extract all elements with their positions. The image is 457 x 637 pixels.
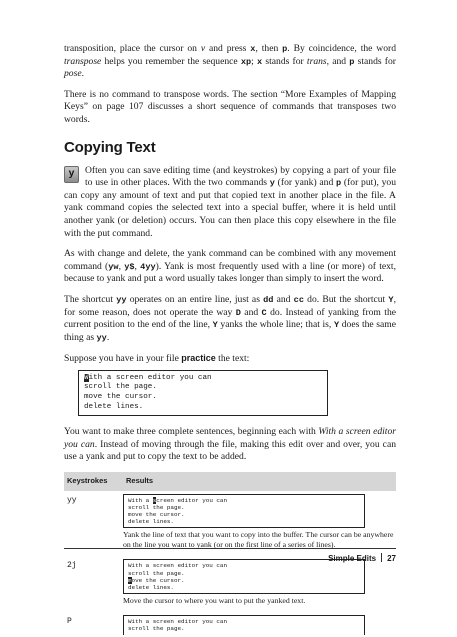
page-number: 27 xyxy=(387,554,396,563)
result-cell xyxy=(123,491,396,557)
text: With a screen editor you can xyxy=(64,426,396,450)
inline-code: 4yy xyxy=(140,261,156,272)
paragraph-three-sentences xyxy=(64,426,396,464)
code-line: With a screen editor you can xyxy=(128,618,227,626)
cursor: W xyxy=(84,373,89,382)
text: do. Instead of yanking from the current position to the end of the line, xyxy=(64,306,396,331)
text: transpose xyxy=(64,55,102,67)
inline-code: p xyxy=(349,56,355,67)
inline-code: xp xyxy=(240,56,252,67)
paragraph-copying-intro xyxy=(64,165,396,241)
inline-code: p xyxy=(335,178,342,189)
text: and press xyxy=(205,43,251,54)
text: ove the cursor. xyxy=(131,576,185,584)
text: yanks the whole line; that is, xyxy=(217,319,334,331)
text: . xyxy=(106,331,110,343)
text: (for put), you can copy any amount of text and put that copied text in another place in the file. A yank command copies the selected text into a special buffer, where it is held until another yank (or deletion) occurs. You can then place this copy elsewhere in the file with the put command. xyxy=(64,177,397,239)
code-line xyxy=(84,374,322,384)
inline-code: y$ xyxy=(124,261,135,272)
section-name: Simple Edits xyxy=(328,554,377,563)
table-row xyxy=(64,491,396,557)
text: . By coincidence, the word xyxy=(287,43,397,54)
table-row xyxy=(64,612,396,636)
text: You want to make three complete sentences, beginning each with xyxy=(64,426,319,438)
inline-code: dd xyxy=(263,294,274,305)
code-line: scroll the page. xyxy=(84,383,157,392)
keycap-y-icon: y xyxy=(64,166,79,183)
text: , xyxy=(134,260,141,272)
code-line: move the cursor. xyxy=(84,393,157,402)
text: . Instead of moving through the file, making this edit over and over, you can use a yank and put to copy the text to be added. xyxy=(64,438,396,463)
result-code-box xyxy=(123,494,365,529)
code-line: delete lines. xyxy=(128,518,174,526)
text: operates on an entire line, just as xyxy=(126,293,264,305)
cursor: s xyxy=(152,496,157,504)
text: pose xyxy=(64,68,82,80)
code-line: delete lines. xyxy=(128,584,174,592)
footer-divider xyxy=(64,548,396,549)
page-footer xyxy=(328,553,396,566)
code-line xyxy=(128,497,360,504)
keystroke-cell: 2j xyxy=(67,561,77,571)
paragraph-transposition xyxy=(64,43,396,81)
text: The shortcut xyxy=(64,293,117,305)
column-header-keystrokes: Keystrokes xyxy=(64,472,123,491)
text: ; xyxy=(251,55,258,67)
text: , for some reason, does not operate the way xyxy=(64,293,396,318)
code-line xyxy=(128,577,360,584)
text: ith a screen editor you can xyxy=(88,373,212,382)
inline-code: yy xyxy=(116,294,127,305)
footer-separator xyxy=(381,553,382,562)
text: (for yank) and xyxy=(274,177,336,189)
inline-code: p xyxy=(282,44,288,54)
inline-code: D xyxy=(235,307,241,318)
text: With a xyxy=(128,496,153,504)
text: do. But the shortcut xyxy=(304,293,389,305)
text: the text: xyxy=(215,353,250,365)
inline-code: C xyxy=(261,307,267,318)
code-line: scroll the page. xyxy=(128,503,185,511)
text: , then xyxy=(255,43,283,54)
code-line: With a screen editor you can xyxy=(128,562,227,570)
text: Often you can save editing time (and keystrokes) by copying a part of your file to use in other places. With the two commands xyxy=(85,164,396,189)
inline-code: cc xyxy=(293,294,304,305)
text: and xyxy=(240,306,262,318)
inline-code: x xyxy=(250,44,256,54)
paragraph-yank-combined xyxy=(64,248,396,286)
table-header-row xyxy=(64,472,396,491)
code-line: scroll the page. xyxy=(128,625,185,633)
result-code-box xyxy=(123,615,365,634)
text: v xyxy=(200,43,206,54)
text: does the same thing as xyxy=(64,319,396,343)
result-description: Move the cursor to where you want to put the yanked text. xyxy=(123,596,306,606)
keystroke-cell: P xyxy=(67,617,72,627)
inline-code: Y xyxy=(212,320,218,331)
code-line: delete lines. xyxy=(84,402,144,411)
text: . xyxy=(81,68,84,80)
text: transposition, place the cursor on xyxy=(64,43,201,54)
text: , xyxy=(118,260,125,272)
text: , and xyxy=(326,55,350,67)
inline-code: y xyxy=(269,178,275,189)
text: trans xyxy=(306,55,327,67)
text: helps you remember the sequence xyxy=(101,55,241,67)
text: Suppose you have in your file xyxy=(64,353,182,365)
code-line: scroll the page. xyxy=(128,569,185,577)
inline-code: yw xyxy=(108,261,119,272)
paragraph-suppose xyxy=(64,352,396,366)
inline-code: Y xyxy=(333,320,340,331)
text: As with change and delete, the yank command can be combined with any movement command ( xyxy=(64,248,396,272)
inline-code: yy xyxy=(96,332,107,343)
result-description: Yank the line of text that you want to copy into the buffer. The cursor can be anywhere on the line you want to yank (or on the first line of a series of lines). xyxy=(123,530,394,550)
inline-code: x xyxy=(257,56,263,67)
column-header-results: Results xyxy=(123,472,396,491)
section-heading: Copying Text xyxy=(64,138,156,156)
text: stands for xyxy=(262,55,307,67)
result-cell xyxy=(123,612,396,636)
keystroke-cell: yy xyxy=(67,495,77,505)
code-example xyxy=(78,370,328,416)
text: stands for xyxy=(354,55,396,67)
text: ). Yank is most frequently used with a line (or more) of text, because to yank and put a word usually takes longer than simply to insert the word. xyxy=(64,260,396,285)
paragraph-shortcut-yy xyxy=(64,294,396,344)
text: creen editor you can xyxy=(156,496,227,504)
code-line: move the cursor. xyxy=(128,511,185,519)
inline-code: Y xyxy=(388,294,394,305)
text: and xyxy=(273,293,294,305)
filename: practice xyxy=(181,353,216,364)
cursor: m xyxy=(128,576,132,584)
paragraph-transpose-words: There is no command to transpose words. The section “More Examples of Mapping Keys” on page 107 discusses a short sequence of commands that transposes two words. xyxy=(64,88,396,125)
